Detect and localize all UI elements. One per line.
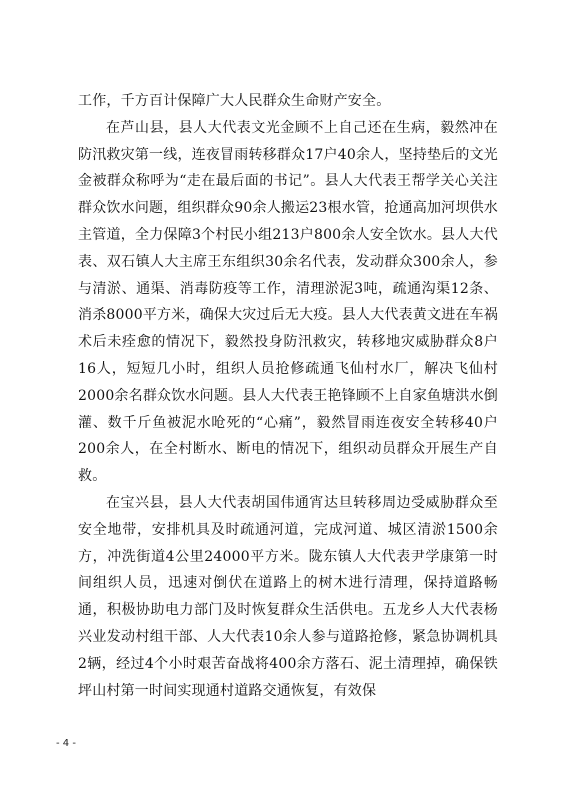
paragraph-lushan: 在芦山县，县人大代表文光金顾不上自己还在生病，毅然冲在防汛救灾第一线，连夜冒雨转移群众17户40余人，坚持垫后的文光金被群众称呼为“走在最后面的书记”。县人大代表王帮学关心关注群众饮水问题，组织群众90余人搬运23根水管，抢通高加河坝供水主管道，全力保障3个村民小组213户800余人安全饮水。县人大代表、双石镇人大主席王东组织30余名代表，发动群众300余人，参与清淤、通渠、消毒防疫等工作，清理淤泥3吨，疏通沟渠12条、消杀8000平方米，确保大灾过后无大疫。县人大代表黄文进在车祸术后未痊愈的情况下，毅然投身防汛救灾，转移地灾威胁群众8户16人，短短几小时，组织人员抢修疏通飞仙村水厂，解决飞仙村2000余名群众饮水问题。县人大代表王艳锋顾不上自家鱼塘洪水倒灌、数千斤鱼被泥水呛死的“心痛”，毅然冒雨连夜安全转移40户200余人，在全村断水、断电的情况下，组织动员群众开展生产自救。	[78, 119, 498, 485]
page-number: - 4 -	[56, 738, 76, 749]
paragraph-continuation: 工作，千方百计保障广大人民群众生命财产安全。	[78, 93, 391, 109]
paragraph-baoxing: 在宝兴县，县人大代表胡国伟通宵达旦转移周边受威胁群众至安全地带，安排机具及时疏通河道，完成河道、城区清淤1500余方，冲洗街道4公里24000平方米。陇东镇人大代表尹学康第一时间组织人员，迅速对倒伏在道路上的树木进行清理，保持道路畅通，积极协助电力部门及时恢复群众生活供电。五龙乡人大代表杨兴业发动村组干部、人大代表10余人参与道路抢修，紧急协调机具2辆，经过4个小时艰苦奋战将400余方落石、泥土清理掉，确保铁坪山村第一时间实现通村道路交通恢复，有效保	[78, 494, 498, 699]
document-body	[78, 88, 498, 704]
